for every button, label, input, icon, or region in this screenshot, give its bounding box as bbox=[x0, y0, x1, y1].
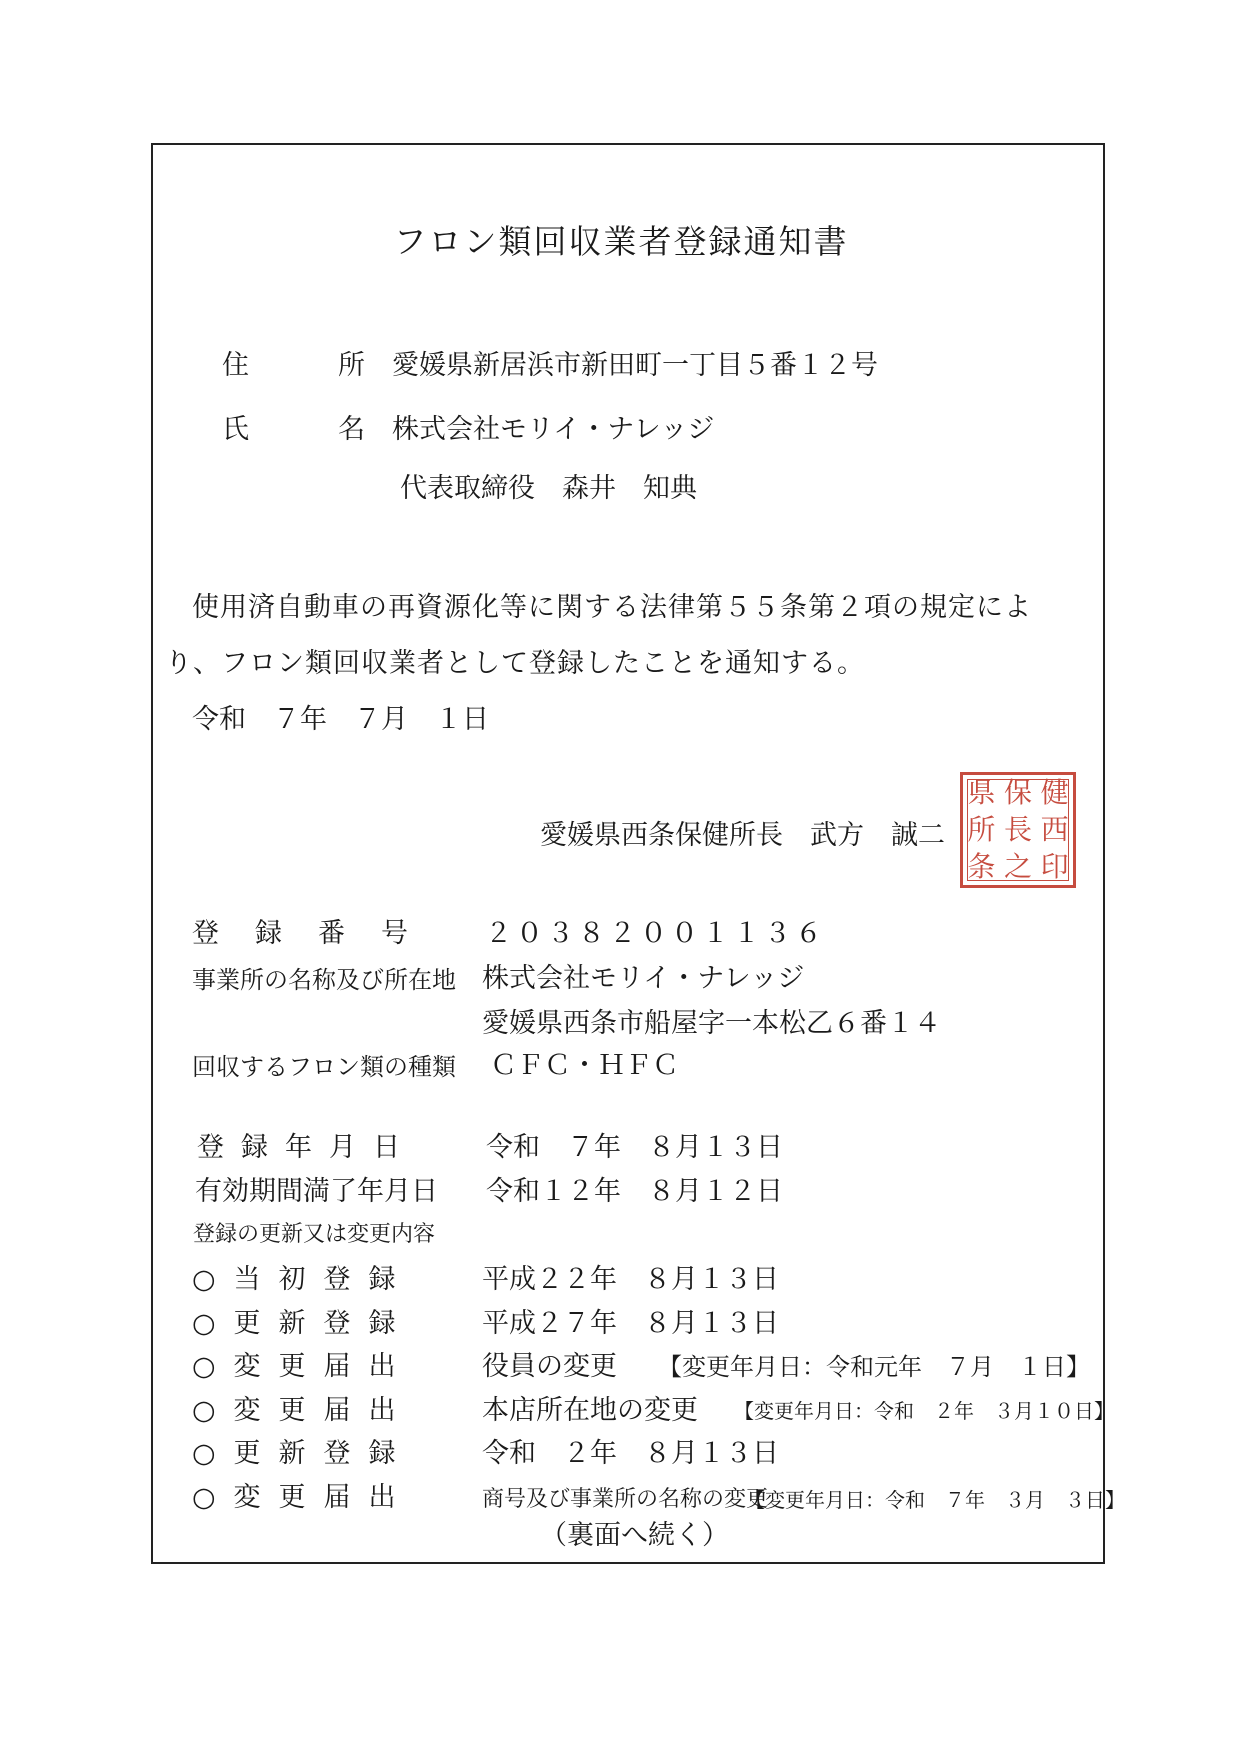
history-row-value: 商号及び事業所の名称の変更 bbox=[482, 1487, 769, 1512]
company-name: 株式会社モリイ・ナレッジ bbox=[392, 414, 715, 445]
address-label-1: 住 bbox=[222, 350, 249, 381]
history-row-value: 平成２７年 ８月１３日 bbox=[482, 1308, 779, 1339]
history-row-value: 役員の変更 bbox=[482, 1351, 617, 1382]
history-row-label: ○変更届出 bbox=[192, 1351, 414, 1382]
types-value: ＣＦＣ・ＨＦＣ bbox=[490, 1050, 679, 1081]
history-row-note: 【変更年月日：令和元年 ７月 １日】 bbox=[658, 1353, 1090, 1381]
office-label: 事業所の名称及び所在地 bbox=[192, 966, 456, 994]
address-label-2: 所 bbox=[338, 350, 365, 381]
expiry-value: 令和１２年 ８月１２日 bbox=[486, 1176, 783, 1207]
address-value: 愛媛県新居浜市新田町一丁目５番１２号 bbox=[392, 350, 878, 381]
continued-note: （裏面へ続く） bbox=[540, 1520, 729, 1551]
history-row-note: 【変更年月日：令和 ２年 ３月１０日】 bbox=[734, 1399, 1114, 1423]
office-name: 株式会社モリイ・ナレッジ bbox=[482, 963, 805, 994]
issuer-name: 愛媛県西条保健所長 武方 誠二 bbox=[540, 820, 945, 851]
notice-date: 令和 ７年 ７月 １日 bbox=[192, 704, 489, 735]
office-address: 愛媛県西条市船屋字一本松乙６番１４ bbox=[482, 1008, 941, 1039]
name-label-1: 氏 bbox=[222, 414, 249, 445]
expiry-label: 有効期間満了年月日 bbox=[195, 1176, 438, 1207]
reg-no-label: 登録番号 bbox=[192, 918, 444, 949]
history-row-label: ○変更届出 bbox=[192, 1395, 414, 1426]
history-label: 登録の更新又は変更内容 bbox=[193, 1222, 436, 1247]
history-row-value: 本店所在地の変更 bbox=[482, 1395, 698, 1426]
body-line-1: 使用済自動車の再資源化等に関する法律第５５条第２項の規定によ bbox=[192, 592, 1032, 623]
history-row-label: ○更新登録 bbox=[192, 1308, 414, 1339]
name-label-2: 名 bbox=[338, 414, 365, 445]
reg-date-label: 登録年月日 bbox=[197, 1132, 417, 1163]
reg-date-value: 令和 ７年 ８月１３日 bbox=[486, 1132, 783, 1163]
reg-no-value: ２０３８２００１１３６ bbox=[485, 918, 826, 949]
representative-name: 代表取締役 森井 知典 bbox=[400, 473, 697, 504]
body-line-2: り、フロン類回収業者として登録したことを通知する。 bbox=[165, 648, 865, 679]
history-row-value: 令和 ２年 ８月１３日 bbox=[482, 1438, 779, 1469]
document-title: フロン類回収業者登録通知書 bbox=[393, 222, 849, 261]
history-row-label: ○変更届出 bbox=[192, 1482, 414, 1513]
history-row-note: 【変更年月日：令和 ７年 ３月 ３日】 bbox=[745, 1488, 1125, 1512]
history-row-value: 平成２２年 ８月１３日 bbox=[482, 1264, 779, 1295]
official-seal: 県 保 健 所 長 西 条 之 印 bbox=[960, 772, 1076, 888]
history-row-label: ○当初登録 bbox=[192, 1264, 414, 1295]
types-label: 回収するフロン類の種類 bbox=[192, 1053, 456, 1081]
history-row-label: ○更新登録 bbox=[192, 1438, 414, 1469]
